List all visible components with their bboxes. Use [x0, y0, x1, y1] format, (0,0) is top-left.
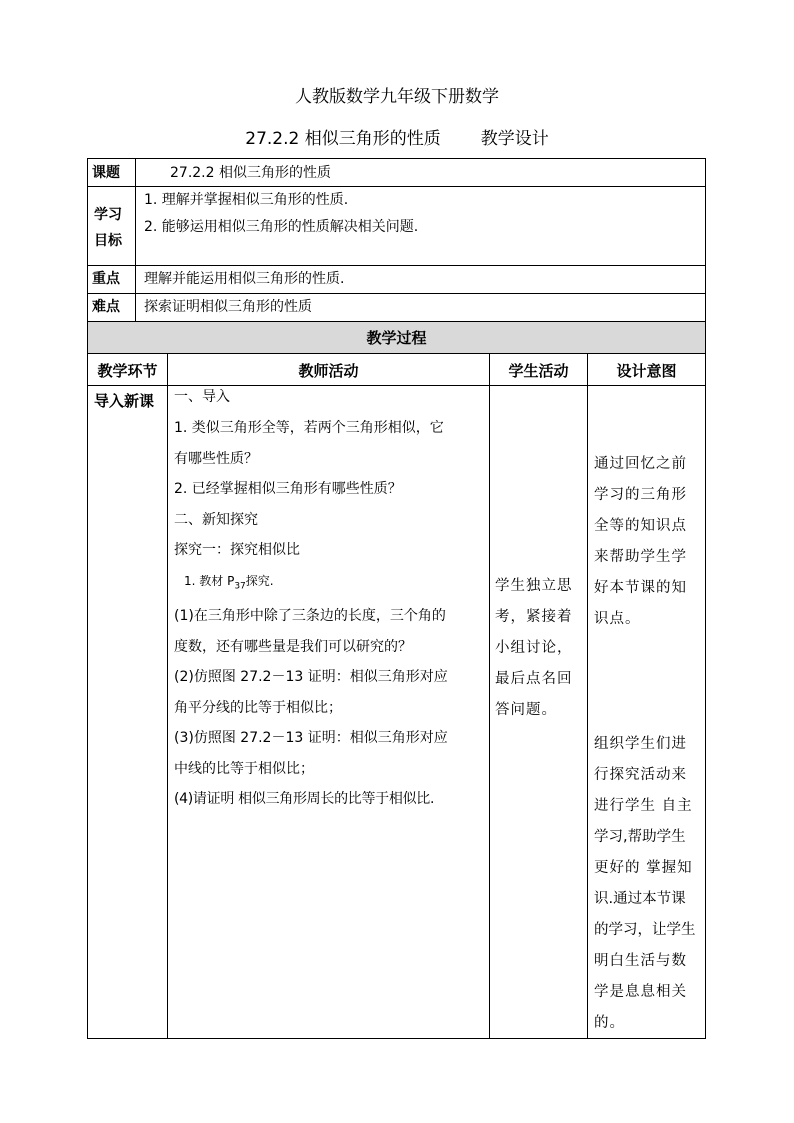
teacher-line: (3)仿照图 27.2－13 证明：相似三角形对应	[174, 730, 448, 747]
stage-label: 导入新课	[94, 392, 155, 410]
goal-item: 1. 理解并掌握相似三角形的性质.	[144, 192, 349, 208]
student-line: 学生独立思	[495, 578, 573, 594]
intent-line: 行探究活动来	[594, 767, 687, 783]
subtitle-design: 教学设计	[480, 129, 549, 149]
column-header-student: 学生活动	[508, 362, 569, 380]
student-activity	[495, 571, 587, 726]
intent-line: 通过回忆之前	[594, 456, 687, 472]
key-value: 理解并能运用相似三角形的性质.	[144, 271, 345, 287]
teacher-line: 度数，还有哪些量是我们可以研究的？	[174, 638, 412, 655]
intent-line: 组织学生们进	[594, 736, 687, 752]
column-header-teacher: 教师活动	[298, 362, 359, 380]
intent-line: 好本节课的知	[594, 580, 687, 596]
column-header-intent: 设计意图	[616, 362, 677, 380]
teacher-line: 探究一：探究相似比	[174, 542, 300, 558]
intent-line: 识.通过本节课	[594, 891, 686, 907]
teacher-line: 一、导入	[174, 389, 230, 405]
design-intent-1	[594, 449, 704, 635]
intent-line: 学习,帮助学生	[594, 829, 686, 845]
lesson-plan-table	[87, 158, 706, 1039]
difficulty-label: 难点	[92, 299, 120, 315]
column-header-stage: 教学环节	[97, 362, 158, 380]
intent-line: 全等的知识点	[594, 518, 687, 534]
student-line: 最后点名回	[495, 671, 573, 687]
teacher-line: 中线的比等于相似比；	[174, 760, 314, 777]
intent-line: 更好的 掌握知	[594, 860, 693, 876]
student-line: 考，紧接着	[495, 609, 573, 625]
process-title: 教学过程	[366, 329, 427, 347]
teacher-line: 二、新知探究	[174, 511, 258, 528]
textbook-suffix: 探究.	[245, 573, 274, 588]
difficulty-value: 探索证明相似三角形的性质	[144, 299, 312, 315]
student-line: 答问题。	[495, 702, 557, 718]
student-line: 小组讨论，	[495, 640, 573, 656]
intent-line: 来帮助学生学	[594, 549, 687, 565]
goal-item: 2. 能够运用相似三角形的性质解决相关问题.	[144, 219, 419, 235]
topic-label: 课题	[92, 165, 120, 181]
goals-label-line-2: 目标	[94, 233, 122, 249]
subtitle-lesson: 27.2.2 相似三角形的性质	[245, 129, 441, 149]
textbook-prefix: 1. 教材 P	[184, 573, 235, 588]
intent-line: 学是息息相关	[594, 984, 687, 1000]
goals-label-line-1: 学习	[94, 207, 122, 223]
teacher-line: (1)在三角形中除了三条边的长度，三个角的	[174, 608, 446, 625]
key-label: 重点	[92, 271, 120, 287]
textbook-page: 37	[234, 580, 246, 591]
textbook-reference	[174, 566, 488, 602]
intent-line: 识点。	[594, 611, 641, 627]
page-subtitle	[0, 128, 794, 150]
teacher-line: (4)请证明 相似三角形周长的比等于相似比.	[174, 791, 435, 808]
teacher-line: 1. 类似三角形全等，若两个三角形相似，它	[174, 420, 444, 436]
page-title: 人教版数学九年级下册数学	[295, 87, 499, 107]
teacher-line: 角平分线的比等于相似比；	[174, 699, 342, 716]
intent-line: 学习的三角形	[594, 487, 687, 503]
design-intent-2	[594, 729, 704, 1039]
teacher-line: 2. 已经掌握相似三角形有哪些性质？	[174, 481, 402, 497]
intent-line: 的学习，让学生	[594, 922, 696, 938]
topic-value: 27.2.2 相似三角形的性质	[170, 165, 331, 181]
intent-line: 明白生活与数	[594, 953, 687, 969]
intent-line: 进行学生 自主	[594, 798, 693, 814]
intent-line: 的。	[594, 1015, 625, 1031]
teacher-activity	[174, 387, 488, 815]
teacher-line: (2)仿照图 27.2－13 证明：相似三角形对应	[174, 669, 448, 686]
teacher-line: 有哪些性质？	[174, 450, 258, 467]
